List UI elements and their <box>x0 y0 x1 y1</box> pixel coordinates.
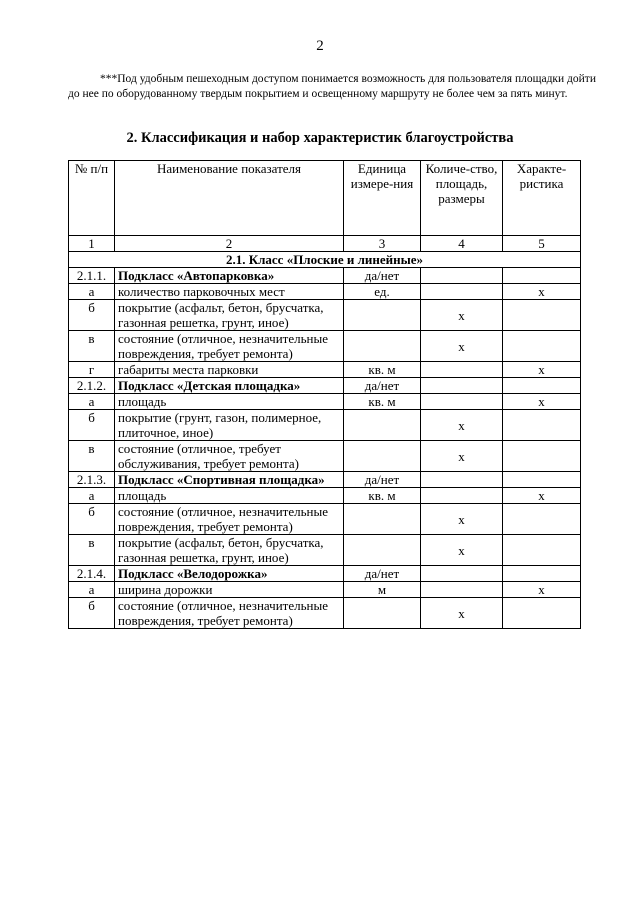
row-char <box>503 410 581 441</box>
row-char <box>503 441 581 472</box>
row-unit: кв. м <box>344 488 421 504</box>
row-num: в <box>69 535 115 566</box>
row-qty <box>421 488 503 504</box>
row-char <box>503 378 581 394</box>
characteristics-table <box>68 160 581 629</box>
row-unit: кв. м <box>344 362 421 378</box>
row-num: б <box>69 504 115 535</box>
section-title: 2. Классификация и набор характеристик благоустройства <box>126 130 514 146</box>
row-qty <box>421 582 503 598</box>
row-char: x <box>503 394 581 410</box>
table-row <box>69 598 581 629</box>
table-row <box>69 441 581 472</box>
row-qty <box>421 378 503 394</box>
row-char <box>503 566 581 582</box>
table-header-row <box>69 161 581 236</box>
col-number: 5 <box>503 236 581 252</box>
row-qty: x <box>421 598 503 629</box>
header-qty: Количе-ство, площадь, размеры <box>421 161 503 236</box>
row-num: 2.1.4. <box>69 566 115 582</box>
row-name: габариты места парковки <box>115 362 344 378</box>
row-char: x <box>503 582 581 598</box>
subclass-row <box>69 472 581 488</box>
col-number: 3 <box>344 236 421 252</box>
subclass-row <box>69 378 581 394</box>
table-row <box>69 582 581 598</box>
col-number: 2 <box>115 236 344 252</box>
row-qty: x <box>421 331 503 362</box>
header-char: Характе-ристика <box>503 161 581 236</box>
row-char <box>503 300 581 331</box>
row-num: г <box>69 362 115 378</box>
row-num: б <box>69 410 115 441</box>
row-num: б <box>69 598 115 629</box>
row-qty: x <box>421 300 503 331</box>
row-num: в <box>69 331 115 362</box>
row-unit: м <box>344 582 421 598</box>
row-name: количество парковочных мест <box>115 284 344 300</box>
col-number: 1 <box>69 236 115 252</box>
header-unit: Единица измере-ния <box>344 161 421 236</box>
row-name: состояние (отличное, незначительные повреждения, требует ремонта) <box>115 504 344 535</box>
table-row <box>69 362 581 378</box>
row-unit: да/нет <box>344 268 421 284</box>
row-qty: x <box>421 441 503 472</box>
row-name: Подкласс «Велодорожка» <box>115 566 344 582</box>
col-number: 4 <box>421 236 503 252</box>
class-title: 2.1. Класс «Плоские и линейные» <box>69 252 581 268</box>
row-char: x <box>503 488 581 504</box>
table-row <box>69 535 581 566</box>
row-char <box>503 472 581 488</box>
footnote: ***Под удобным пешеходным доступом понимается возможность для пользователя площадки дойти до нее по оборудованному твердым покрытием и освещенному маршруту не более чем за пять минут. <box>68 73 596 100</box>
table-row <box>69 300 581 331</box>
table-row <box>69 394 581 410</box>
row-unit: да/нет <box>344 566 421 582</box>
row-char: x <box>503 362 581 378</box>
row-char <box>503 535 581 566</box>
row-name: покрытие (грунт, газон, полимерное, плиточное, иное) <box>115 410 344 441</box>
row-unit: да/нет <box>344 378 421 394</box>
row-unit: ед. <box>344 284 421 300</box>
row-num: 2.1.2. <box>69 378 115 394</box>
table-row <box>69 410 581 441</box>
row-qty <box>421 472 503 488</box>
row-unit <box>344 331 421 362</box>
subclass-row <box>69 566 581 582</box>
column-numbers-row <box>69 236 581 252</box>
row-name: состояние (отличное, незначительные повреждения, требует ремонта) <box>115 331 344 362</box>
row-unit <box>344 441 421 472</box>
table-row <box>69 488 581 504</box>
row-unit <box>344 598 421 629</box>
row-qty <box>421 394 503 410</box>
row-num: а <box>69 488 115 504</box>
row-name: покрытие (асфальт, бетон, брусчатка, газонная решетка, грунт, иное) <box>115 300 344 331</box>
row-num: 2.1.3. <box>69 472 115 488</box>
row-char: x <box>503 284 581 300</box>
row-name: площадь <box>115 394 344 410</box>
row-unit <box>344 410 421 441</box>
row-name: состояние (отличное, незначительные повреждения, требует ремонта) <box>115 598 344 629</box>
subclass-row <box>69 268 581 284</box>
row-qty: x <box>421 535 503 566</box>
row-name: состояние (отличное, требует обслуживания, требует ремонта) <box>115 441 344 472</box>
row-name: ширина дорожки <box>115 582 344 598</box>
table-row <box>69 504 581 535</box>
row-qty <box>421 566 503 582</box>
row-name: Подкласс «Спортивная площадка» <box>115 472 344 488</box>
row-num: а <box>69 582 115 598</box>
table-row <box>69 284 581 300</box>
row-char <box>503 598 581 629</box>
row-char <box>503 331 581 362</box>
row-qty: x <box>421 504 503 535</box>
row-num: б <box>69 300 115 331</box>
class-row <box>69 252 581 268</box>
header-name: Наименование показателя <box>115 161 344 236</box>
row-char <box>503 268 581 284</box>
row-num: а <box>69 284 115 300</box>
row-unit <box>344 535 421 566</box>
row-name: покрытие (асфальт, бетон, брусчатка, газонная решетка, грунт, иное) <box>115 535 344 566</box>
row-num: 2.1.1. <box>69 268 115 284</box>
row-name: Подкласс «Детская площадка» <box>115 378 344 394</box>
row-qty <box>421 362 503 378</box>
row-num: а <box>69 394 115 410</box>
header-num: № п/п <box>69 161 115 236</box>
page-number: 2 <box>316 38 324 54</box>
row-name: Подкласс «Автопарковка» <box>115 268 344 284</box>
row-qty: x <box>421 410 503 441</box>
row-unit <box>344 504 421 535</box>
row-unit: да/нет <box>344 472 421 488</box>
row-num: в <box>69 441 115 472</box>
row-qty <box>421 268 503 284</box>
row-qty <box>421 284 503 300</box>
row-char <box>503 504 581 535</box>
row-name: площадь <box>115 488 344 504</box>
row-unit <box>344 300 421 331</box>
row-unit: кв. м <box>344 394 421 410</box>
table-row <box>69 331 581 362</box>
